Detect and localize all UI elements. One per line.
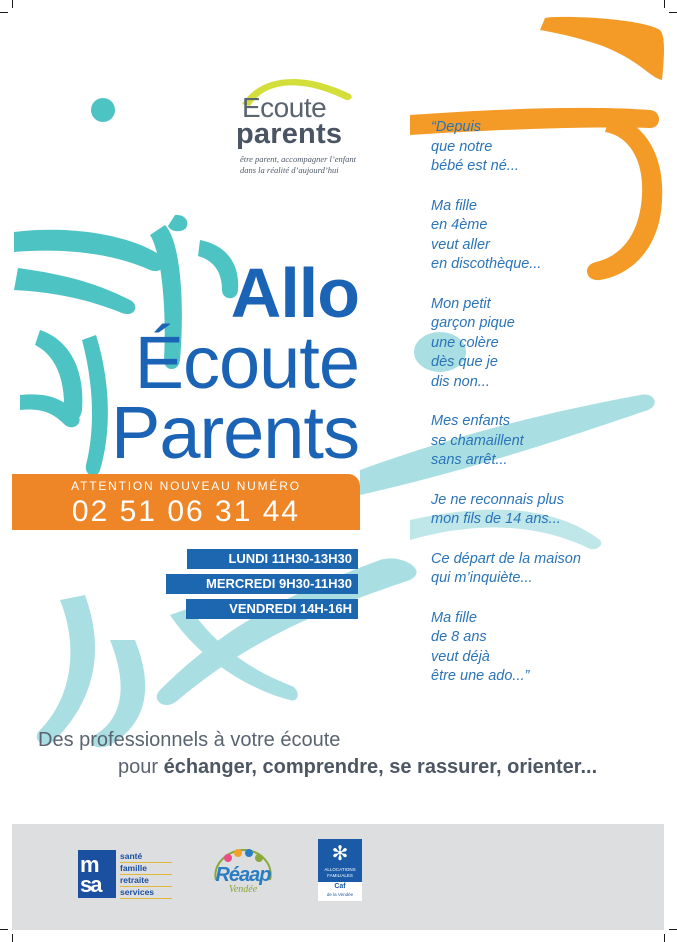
caf-logo-small-line: FAMILIALES [327, 872, 353, 878]
schedule-friday: VENDREDI 14H-16H [186, 599, 358, 619]
logo-word-ecoute: Ecoute [242, 92, 327, 123]
title-allo: Allo [230, 254, 359, 332]
phone-number-box [12, 474, 360, 530]
reaap-logo-name: Réaap [215, 864, 271, 886]
schedule-wednesday: MERCREDI 9H30-11H30 [166, 574, 358, 594]
logo-tagline [240, 154, 400, 176]
reaap-logo-sub: Vendée [228, 884, 258, 895]
teal-dot [91, 98, 115, 122]
ecoute-parents-logo [230, 68, 400, 183]
parent-quote: Ma fille de 8 ans veut déjà être une ado...” [431, 609, 530, 684]
schedule-monday: LUNDI 11H30-13H30 [187, 549, 358, 569]
msa-logo-line: santé [120, 851, 172, 863]
msa-logo-letters-sa: sa [80, 872, 101, 897]
tagline-prefix: pour [118, 756, 164, 778]
tagline-line-2 [118, 756, 597, 779]
parent-quote: Mon petit garçon pique une colère dès que je dis non... [431, 295, 515, 390]
phone-number[interactable]: 02 51 06 31 44 [71, 495, 301, 528]
logo-tagline-line: être parent, accompagner l’enfant [240, 154, 356, 164]
new-number-notice: ATTENTION NOUVEAU NUMÉRO [71, 479, 301, 493]
tagline-line-1: Des professionnels à votre écoute [38, 729, 341, 751]
logo-tagline-line: dans la réalité d’aujourd’hui [240, 165, 339, 175]
msa-logo-text [120, 851, 172, 899]
parent-quote: Je ne reconnais plus mon fils de 14 ans... [431, 491, 564, 527]
tagline-actions: échanger, comprendre, se rassurer, orienter... [163, 756, 598, 778]
snowflake-people-icon: ✻ [331, 843, 349, 865]
caf-logo-small-text [319, 867, 361, 878]
msa-logo-line: services [120, 887, 172, 899]
caf-logo-dept: de la Vendée [326, 892, 354, 897]
logo-word-parents: parents [236, 118, 343, 150]
reaap-logo [208, 846, 278, 902]
title-ecoute: Écoute [134, 321, 359, 404]
caf-logo-small-line: ALLOCATIONS [324, 867, 356, 872]
parent-quote: Ma fille en 4ème veut aller en discothèque... [431, 197, 542, 272]
msa-logo-letter-m: m [80, 852, 98, 877]
caf-logo-bottom [318, 882, 362, 901]
parent-quote: Mes enfants se chamaillent sans arrêt... [431, 413, 524, 468]
parent-quote: “Depuis que notre bébé est né... [431, 119, 519, 174]
parent-quotes-list [431, 118, 661, 707]
light-teal-stroke [37, 595, 95, 744]
msa-logo [78, 850, 178, 898]
msa-logo-line: retraite [120, 875, 172, 887]
teal-stroke [14, 230, 165, 271]
caf-logo [318, 839, 362, 901]
caf-logo-name: Caf [334, 883, 346, 890]
msa-logo-mark [78, 850, 116, 898]
teal-stroke [14, 268, 135, 314]
partners-footer [12, 824, 664, 930]
teal-stroke [82, 335, 108, 476]
msa-logo-line: famille [120, 863, 172, 875]
orange-stroke [540, 17, 664, 80]
teal-stroke [168, 215, 187, 231]
title-parents: Parents [110, 391, 359, 474]
parent-quote: Ce départ de la maison qui m’inquiète... [431, 550, 581, 586]
